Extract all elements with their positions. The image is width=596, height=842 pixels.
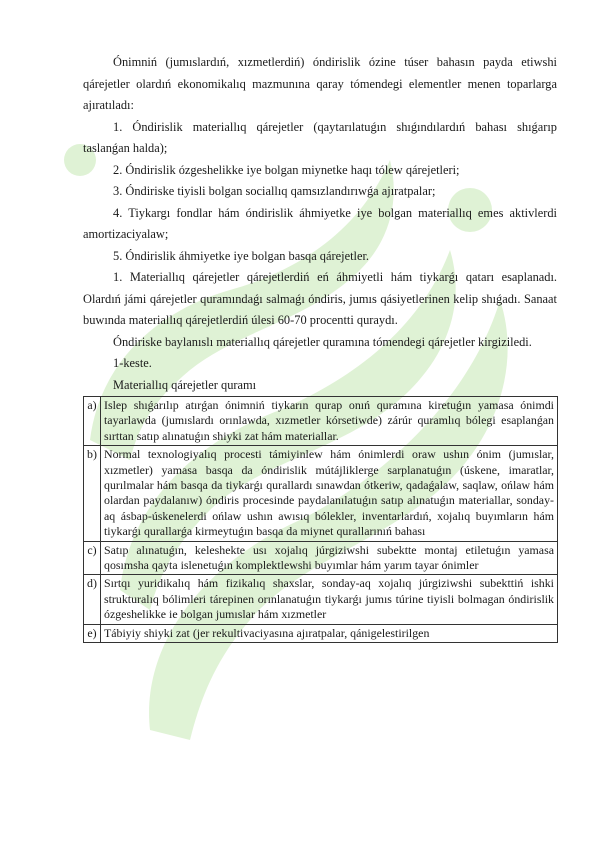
table-row <box>84 446 558 541</box>
row-text: Satıp alınatuǵın, keleshekte usı xojalıq júrgiziwshi subektte montaj etiletuǵın yamasa qosımsha qayta islenetuǵın komplektlewshi buyımlar hám yarım tayar ónimler <box>101 541 558 575</box>
document-page <box>83 52 557 643</box>
row-text: Normal texnologiyalıq procesti támiyinlew hám ónimlerdi oraw ushın ónim (jumıslar, xızmetler) yamasa basqa da óndirislik mútájliklerge sarplanatuǵın (úskene, imaratlar, qurılmalar hám basqa da tiykarǵı qurallardı sınawdan ótkeriw, qadaǵalaw, saqlaw, ońlaw hám olardan paydalanıw) óndiris procesinde paydalanılatuǵın satıp alınatuǵın materiallar, sonday-aq ásbap-úskenelerdi ońlaw ushın awısıq bólekler, inventarlardıń, xojalıq buyımların hám tiykarǵı qurallarǵa kirmeytuǵın basqa da miynet qurallarınıń bahası <box>101 446 558 541</box>
table-row <box>84 624 558 642</box>
row-text: Islep shıǵarılıp atırǵan ónimniń tiykarın qurap onıń quramına kiretuǵın yamasa ónimdi tayarlawda (jumıslardı orınlawda, xızmetler kórsetiwde) zárúr quramlıq bólegi esaplanǵan sırttan satıp alınatuǵın shiyki zat hám materiallar. <box>101 397 558 446</box>
list-item-2: 2. Óndirislik ózgeshelikke iye bolgan miynetke haqı tólew qárejetleri; <box>113 162 460 177</box>
list-item-3: 3. Óndiriske tiyisli bolgan sociallıq qamsızlandırıwǵa ajıratpalar; <box>113 184 436 198</box>
row-label: c) <box>84 541 101 575</box>
paragraph-materials: 1. Materiallıq qárejetler qárejetlerdiń eń áhmiyetli hám tiykarǵı qatarı esaplanadı. Olardıń jámi qárejetler quramındaǵı salmaǵı óndiris, jumıs qásiyetlerinen kelip shıǵadı. Sanaat buwında materiallıq qárejetlerdiń úlesi 60-70 procentti quraydı. <box>83 270 557 327</box>
row-label: b) <box>84 446 101 541</box>
list-item-1: 1. Óndirislik materiallıq qárejetler (qaytarılatuǵın shıǵındılardıń bahası shıǵarıp taslanǵan halda); <box>83 119 557 155</box>
materials-table <box>83 396 558 643</box>
row-text: Tábiyiy shiyki zat (jer rekultivaciyasına ajıratpalar, qánigelestirilgen <box>101 624 558 642</box>
row-label: d) <box>84 575 101 624</box>
table-number: 1-keste. <box>113 356 152 370</box>
row-text: Sırtqı yuridikalıq hám fizikalıq shaxslar, sonday-aq xojalıq júrgiziwshi subekttiń ishki strukturalıq bólimleri tárepinen orınlanatuǵın tiykarǵı jumıs túrine tiyisli bolmagan óndirislik ózgeshelikke ie bolgan jumıslar hám xızmetler <box>101 575 558 624</box>
row-label: e) <box>84 624 101 642</box>
row-label: a) <box>84 397 101 446</box>
paragraph-composition: Óndiriske baylanıslı materiallıq qárejetler quramına tómendegi qárejetler kirgiziledi. <box>113 334 532 349</box>
list-item-5: 5. Óndirislik áhmiyetke iye bolgan basqa qárejetler. <box>113 248 369 263</box>
table-row <box>84 575 558 624</box>
table-row <box>84 541 558 575</box>
table-title: Materiallıq qárejetler quramı <box>113 377 257 392</box>
paragraph-intro: Ónimniń (jumıslardıń, xızmetlerdiń) óndirislik ózine túser bahasın payda etiwshi qárejetler olardıń ekonomikalıq mazmunına qaray tómendegi elementler menen toparlarga ajıratıladı: <box>83 55 557 112</box>
table-row <box>84 397 558 446</box>
list-item-4: 4. Tiykargı fondlar hám óndirislik áhmiyetke iye bolgan materiallıq emes aktivlerdi amortizaciyalaw; <box>83 205 557 241</box>
